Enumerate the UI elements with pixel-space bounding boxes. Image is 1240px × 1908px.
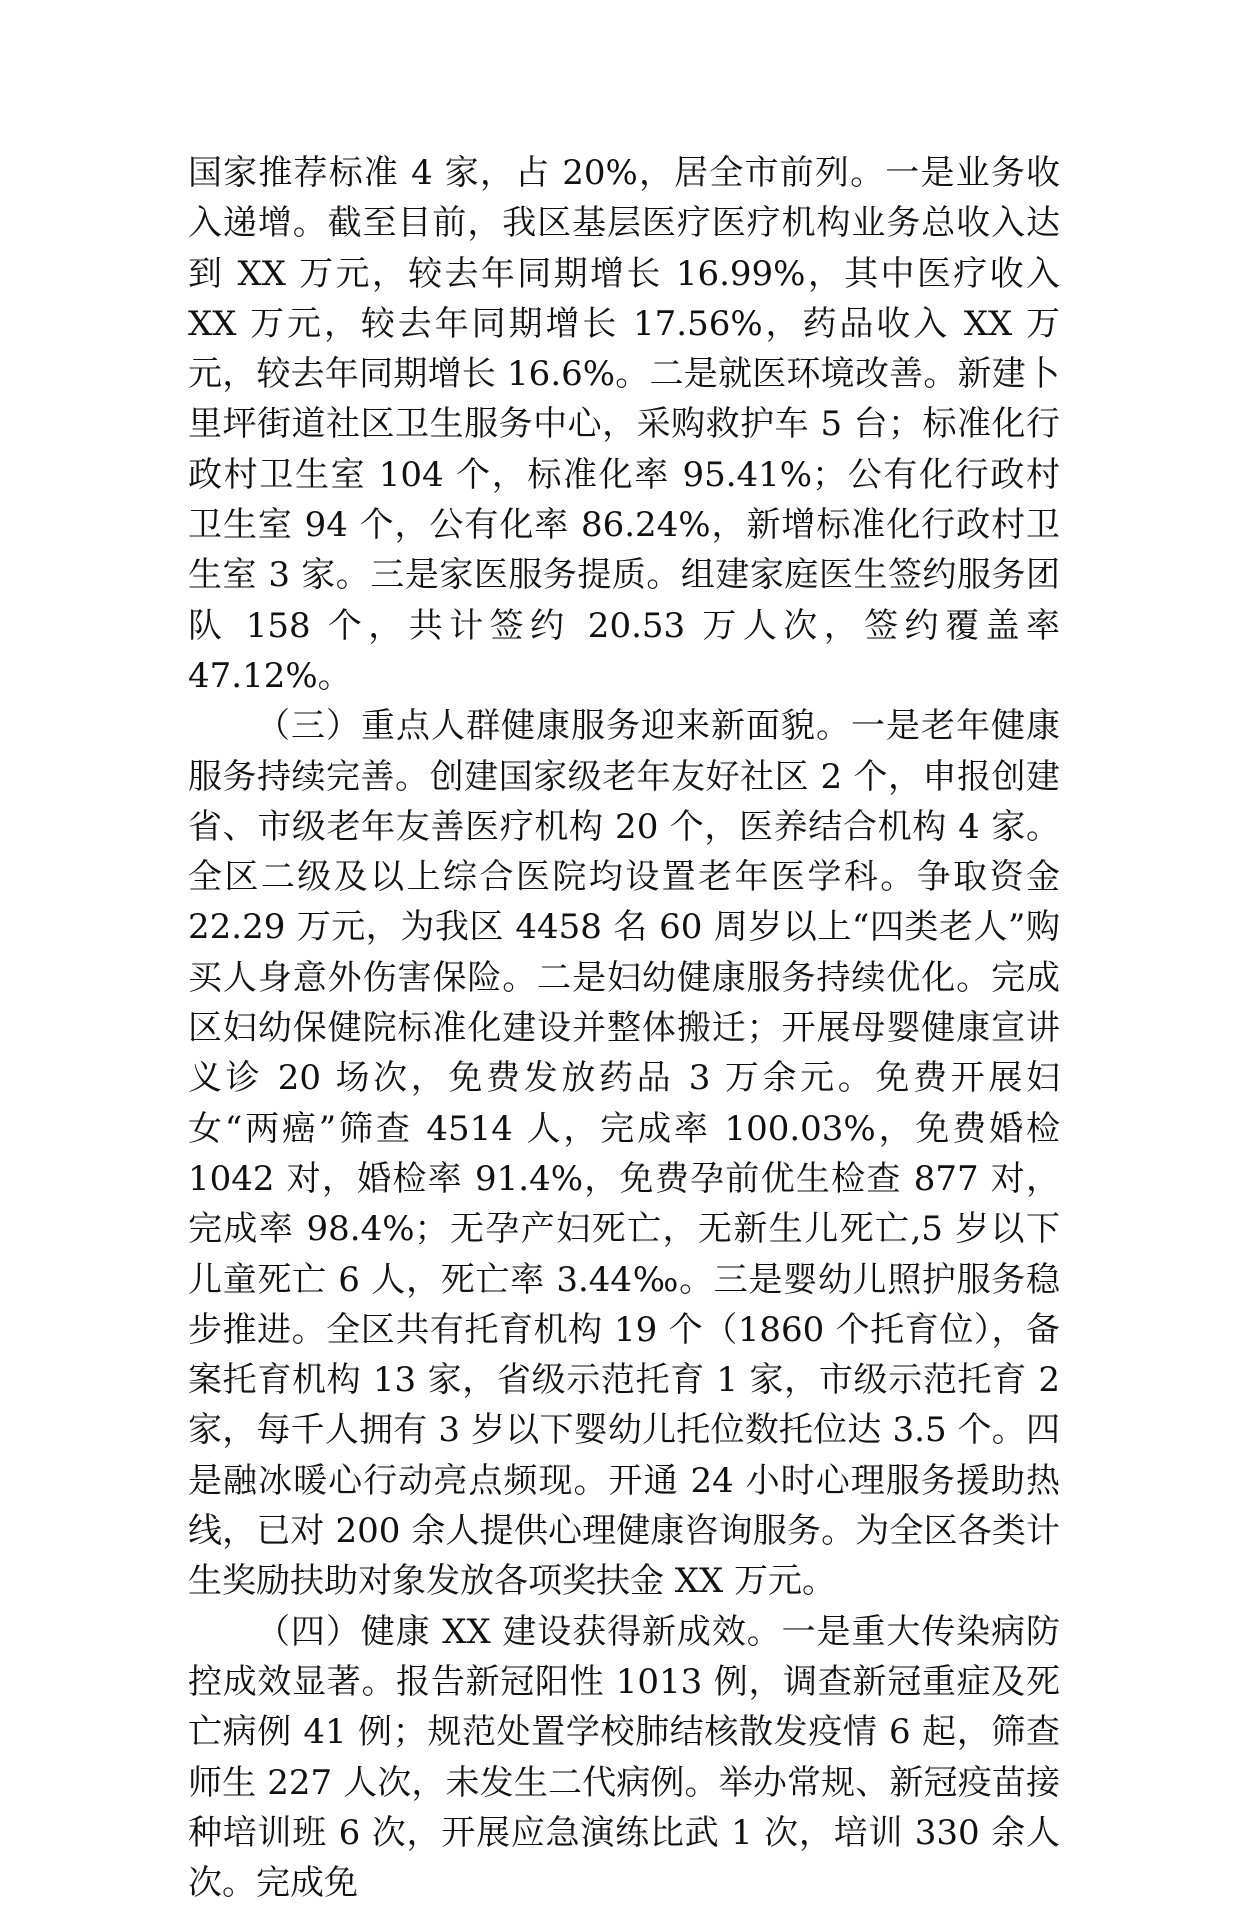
- paragraph-section-three: （三）重点人群健康服务迎来新面貌。一是老年健康服务持续完善。创建国家级老年友好社区 2 个，申报创建省、市级老年友善医疗机构 20 个，医养结合机构 4 家。全区二级及以上综合医院均设置老年医学科。争取资金 22.29 万元，为我区 4458 名 60 周岁以上“四类老人”购买人身意外伤害保险。二是妇幼健康服务持续优化。完成区妇幼保健院标准化建设并整体搬迁；开展母婴健康宣讲义诊 20 场次，免费发放药品 3 万余元。免费开展妇女“两癌”筛查 4514 人，完成率 100.03%，免费婚检 1042 对，婚检率 91.4%，免费孕前优生检查 877 对，完成率 98.4%；无孕产妇死亡，无新生儿死亡,5 岁以下儿童死亡 6 人，死亡率 3.44‰。三是婴幼儿照护服务稳步推进。全区共有托育机构 19 个（1860 个托育位），备案托育机构 13 家，省级示范托育 1 家，市级示范托育 2 家，每千人拥有 3 岁以下婴幼儿托位数托位达 3.5 个。四是融冰暖心行动亮点频现。开通 24 小时心理服务援助热线，已对 200 余人提供心理健康咨询服务。为全区各类计生奖励扶助对象发放各项奖扶金 XX 万元。: [188, 706, 1060, 1602]
- paragraph-continuation: 国家推荐标准 4 家，占 20%，居全市前列。一是业务收入递增。截至目前，我区基层医疗医疗机构业务总收入达到 XX 万元，较去年同期增长 16.99%，其中医疗收入 XX 万元，较去年同期增长 17.56%，药品收入 XX 万元，较去年同期增长 16.6%。二是就医环境改善。新建卜里坪街道社区卫生服务中心，采购救护车 5 台；标准化行政村卫生室 104 个，标准化率 95.41%；公有化行政村卫生室 94 个，公有化率 86.24%，新增标准化行政村卫生室 3 家。三是家医服务提质。组建家庭医生签约服务团队 158 个，共计签约 20.53 万人次，签约覆盖率 47.12%。: [188, 153, 1060, 696]
- document-body: [188, 148, 1060, 1908]
- paragraph-section-four: （四）健康 XX 建设获得新成效。一是重大传染病防控成效显著。报告新冠阳性 1013 例，调查新冠重症及死亡病例 41 例；规范处置学校肺结核散发疫情 6 起，筛查师生 227 人次，未发生二代病例。举办常规、新冠疫苗接种培训班 6 次，开展应急演练比武 1 次，培训 330 余人次。完成免: [188, 1611, 1060, 1904]
